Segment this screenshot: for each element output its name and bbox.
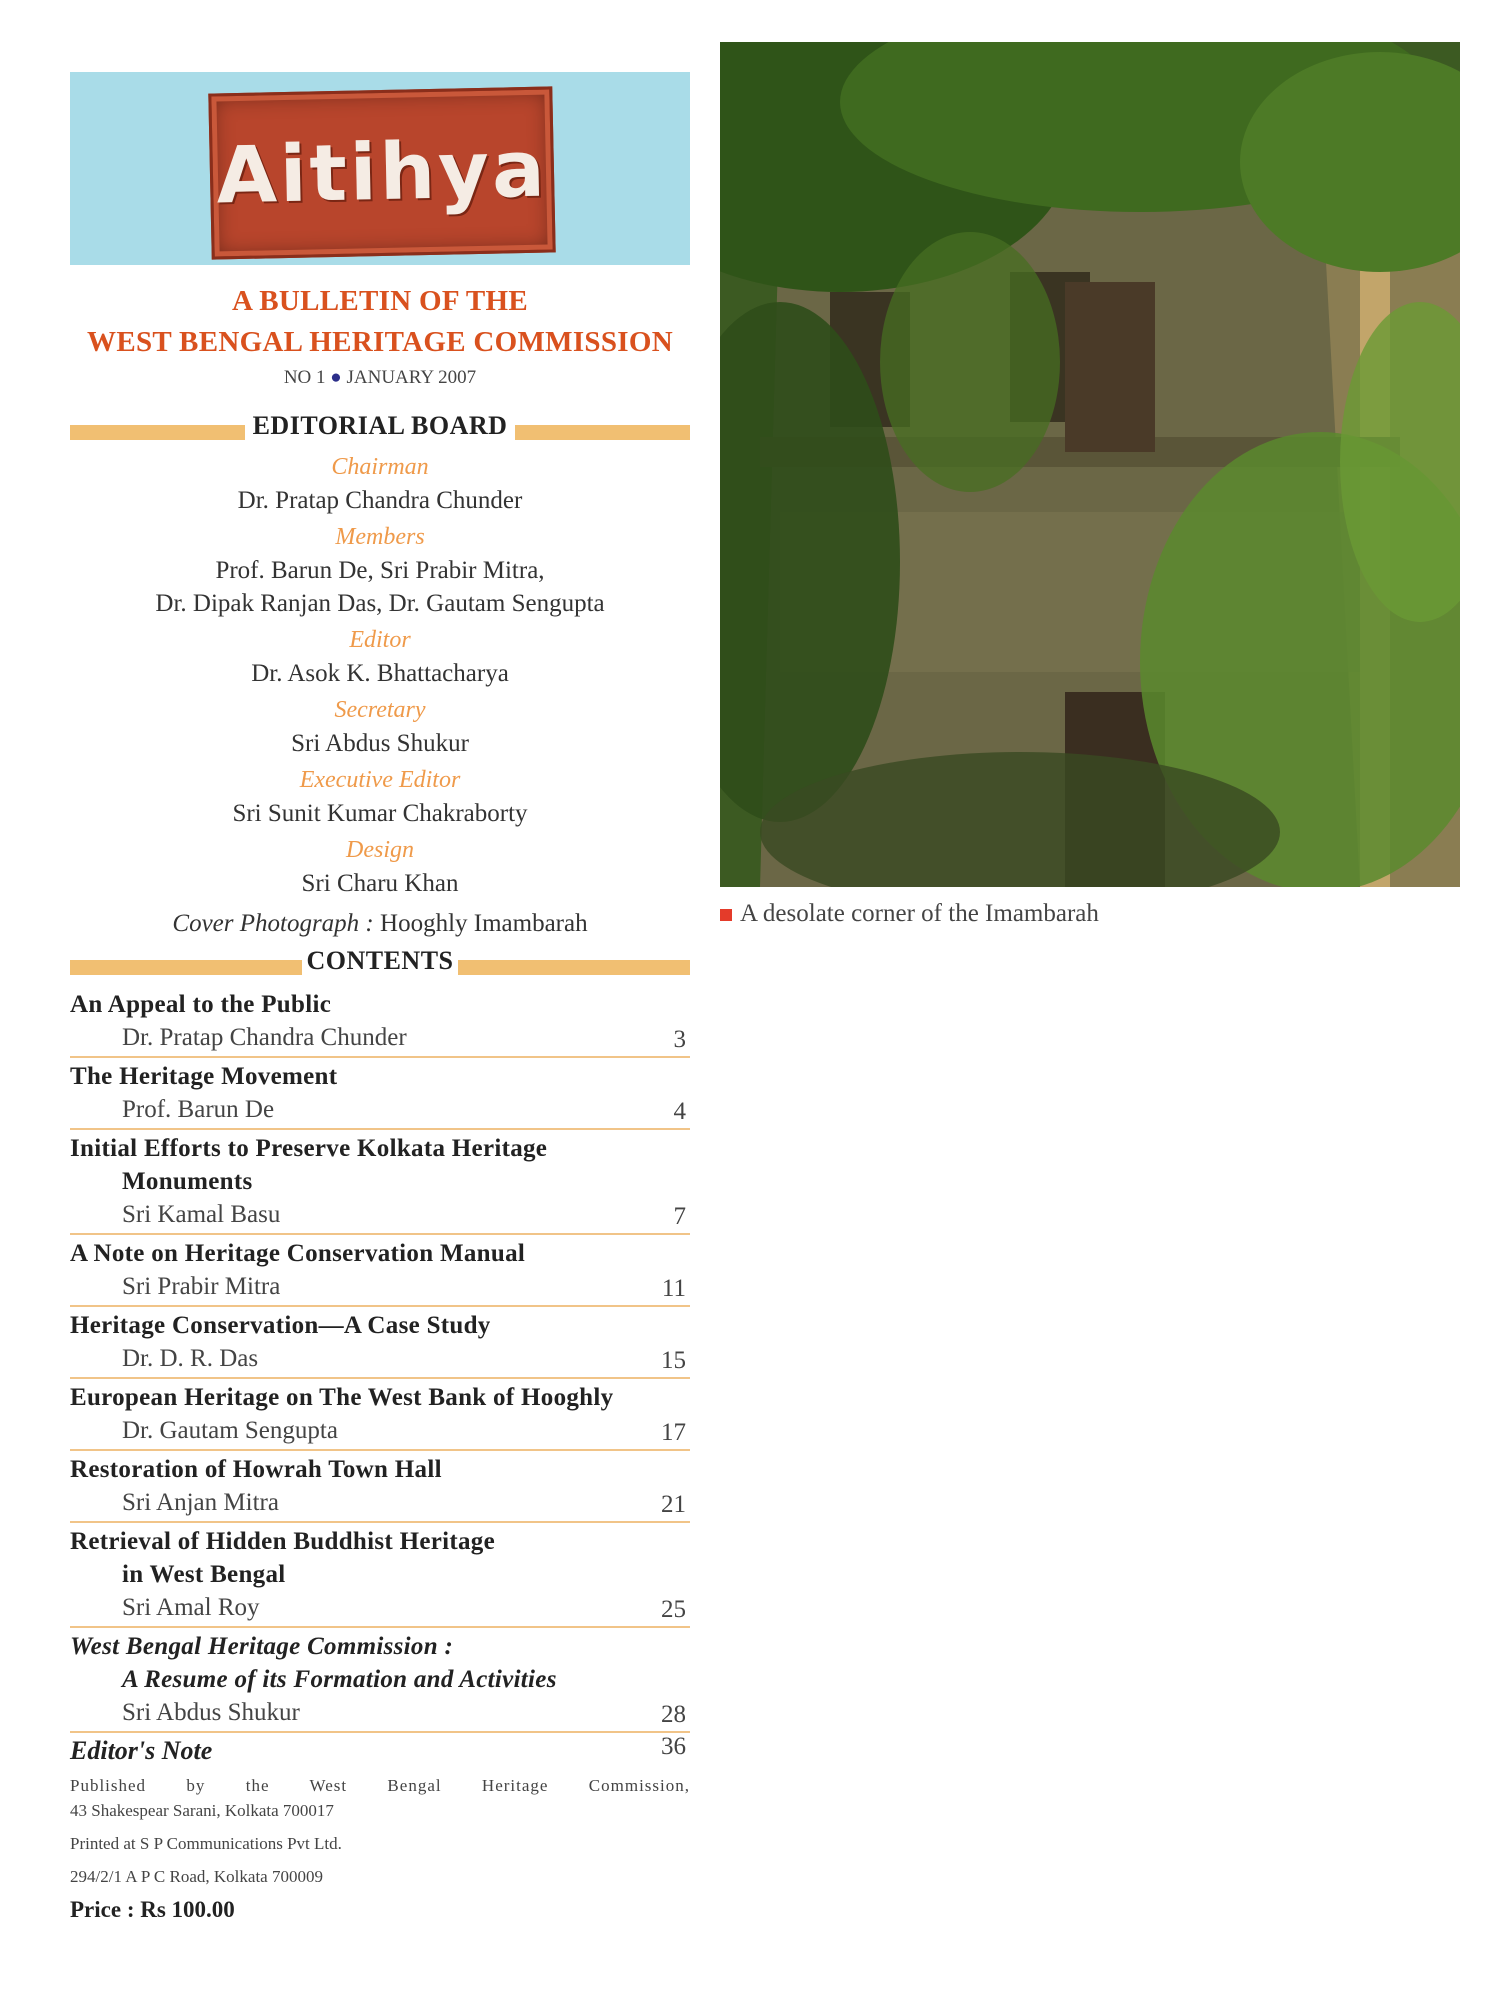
toc-entry-author: Prof. Barun De (122, 1096, 275, 1123)
toc-entry[interactable] (70, 1451, 690, 1523)
cover-value: Hooghly Imambarah (380, 910, 588, 937)
role-names (70, 797, 690, 830)
person-name: Prof. Barun De, Sri Prabir Mitra, (215, 557, 545, 584)
editorial-board-heading (70, 411, 690, 451)
person-name: Sri Sunit Kumar Chakraborty (232, 800, 528, 827)
table-of-contents (70, 986, 690, 1733)
toc-entry-title (70, 1309, 690, 1342)
toc-entry-author: Sri Anjan Mitra (122, 1489, 279, 1516)
publisher-line-2: 43 Shakespear Sarani, Kolkata 700017 (70, 1801, 334, 1820)
toc-entry-title (70, 1237, 690, 1270)
toc-entry-page: 17 (661, 1419, 686, 1446)
issue-date: JANUARY 2007 (346, 367, 477, 388)
toc-entry-page: 4 (673, 1098, 686, 1125)
toc-entry-author: Sri Amal Roy (122, 1594, 260, 1621)
aitihya-logo (208, 86, 555, 259)
person-name: Dr. Asok K. Bhattacharya (251, 660, 509, 687)
toc-entry[interactable] (70, 1235, 690, 1307)
caption-text: A desolate corner of the Imambarah (740, 900, 1099, 927)
person-name: Dr. Dipak Ranjan Das, Dr. Gautam Sengupta (155, 590, 605, 617)
role-names (70, 727, 690, 760)
toc-entry-page: 25 (661, 1596, 686, 1623)
photo-caption (720, 900, 1099, 928)
contents-title: CONTENTS (302, 946, 457, 975)
role-names (70, 657, 690, 690)
masthead (70, 72, 690, 265)
toc-title-line: West Bengal Heritage Commission : (70, 1633, 454, 1660)
toc-entry-page: 21 (661, 1491, 686, 1518)
role-names (70, 484, 690, 517)
toc-title-line: An Appeal to the Public (70, 991, 332, 1018)
toc-entry-page: 3 (673, 1026, 686, 1053)
toc-title-line: A Note on Heritage Conservation Manual (70, 1240, 526, 1267)
person-name: Dr. Pratap Chandra Chunder (237, 487, 523, 514)
toc-entry-author: Dr. Pratap Chandra Chunder (122, 1024, 407, 1051)
bulletin-line-2: WEST BENGAL HERITAGE COMMISSION (87, 326, 673, 358)
toc-entry-page: 7 (673, 1203, 686, 1230)
toc-entry-author: Sri Abdus Shukur (122, 1699, 300, 1726)
bulletin-title (70, 281, 690, 363)
bullet-dot-icon: ● (330, 367, 342, 388)
publisher-line-1: Published by the West Bengal Heritage Commission, (70, 1776, 690, 1795)
toc-entry-author: Sri Prabir Mitra (122, 1273, 281, 1300)
person-name: Sri Charu Khan (301, 870, 459, 897)
toc-entry-author: Dr. D. R. Das (122, 1345, 259, 1372)
contents-heading (70, 946, 690, 986)
toc-entry-title (70, 1132, 690, 1198)
role-label: Design (346, 837, 414, 863)
toc-entry-page: 28 (661, 1701, 686, 1728)
toc-entry-title (70, 1381, 690, 1414)
toc-entry-author: Dr. Gautam Sengupta (122, 1417, 338, 1444)
role-names (70, 867, 690, 900)
toc-entry-title (70, 988, 690, 1021)
imambarah-photo (720, 42, 1460, 887)
toc-title-line: Heritage Conservation—A Case Study (70, 1312, 491, 1339)
toc-entry[interactable] (70, 1379, 690, 1451)
toc-entry[interactable] (70, 1130, 690, 1235)
person-name: Sri Abdus Shukur (291, 730, 469, 757)
role-label: Chairman (331, 454, 429, 480)
issue-info (70, 367, 690, 389)
role-names (70, 554, 690, 620)
role-label: Members (335, 524, 425, 550)
toc-title-line: Monuments (122, 1168, 253, 1195)
toc-entry-title (70, 1060, 690, 1093)
toc-title-line: The Heritage Movement (70, 1063, 338, 1090)
caption-square-icon (720, 909, 732, 921)
editors-note-title: Editor's Note (70, 1736, 213, 1765)
cover-photograph-credit (70, 910, 690, 938)
toc-entry[interactable] (70, 1058, 690, 1130)
building-illustration (720, 42, 1460, 887)
toc-title-line: Initial Efforts to Preserve Kolkata Heritage (70, 1135, 548, 1162)
editorial-roles (70, 451, 690, 900)
toc-title-line: Retrieval of Hidden Buddhist Heritage (70, 1528, 495, 1555)
toc-title-line: in West Bengal (122, 1561, 286, 1588)
role-label: Executive Editor (299, 767, 461, 793)
editors-note-entry[interactable] (70, 1733, 690, 1769)
logo-text: Aitihya (215, 124, 549, 222)
toc-entry-page: 15 (661, 1347, 686, 1374)
bulletin-line-1: A BULLETIN OF THE (232, 285, 528, 317)
editors-note-page: 36 (661, 1733, 686, 1760)
cover-label: Cover Photograph : (172, 910, 374, 937)
left-column (70, 72, 690, 1923)
publisher-info (70, 1773, 690, 1889)
toc-entry[interactable] (70, 986, 690, 1058)
toc-title-line: Restoration of Howrah Town Hall (70, 1456, 442, 1483)
price: Price : Rs 100.00 (70, 1897, 235, 1922)
toc-entry[interactable] (70, 1307, 690, 1379)
issue-number: NO 1 (283, 367, 326, 388)
role-label: Editor (349, 627, 411, 653)
toc-entry-title (70, 1525, 690, 1591)
editorial-board-title: EDITORIAL BOARD (249, 411, 512, 440)
toc-title-line: A Resume of its Formation and Activities (122, 1666, 557, 1693)
printer-line-1: Printed at S P Communications Pvt Ltd. (70, 1834, 342, 1853)
toc-entry[interactable] (70, 1523, 690, 1628)
toc-entry-title (70, 1630, 690, 1696)
role-label: Secretary (334, 697, 426, 723)
toc-entry-title (70, 1453, 690, 1486)
toc-title-line: European Heritage on The West Bank of Hooghly (70, 1384, 614, 1411)
printer-line-2: 294/2/1 A P C Road, Kolkata 700009 (70, 1867, 323, 1886)
toc-entry-page: 11 (661, 1275, 686, 1302)
toc-entry-author: Sri Kamal Basu (122, 1201, 281, 1228)
toc-entry[interactable] (70, 1628, 690, 1733)
